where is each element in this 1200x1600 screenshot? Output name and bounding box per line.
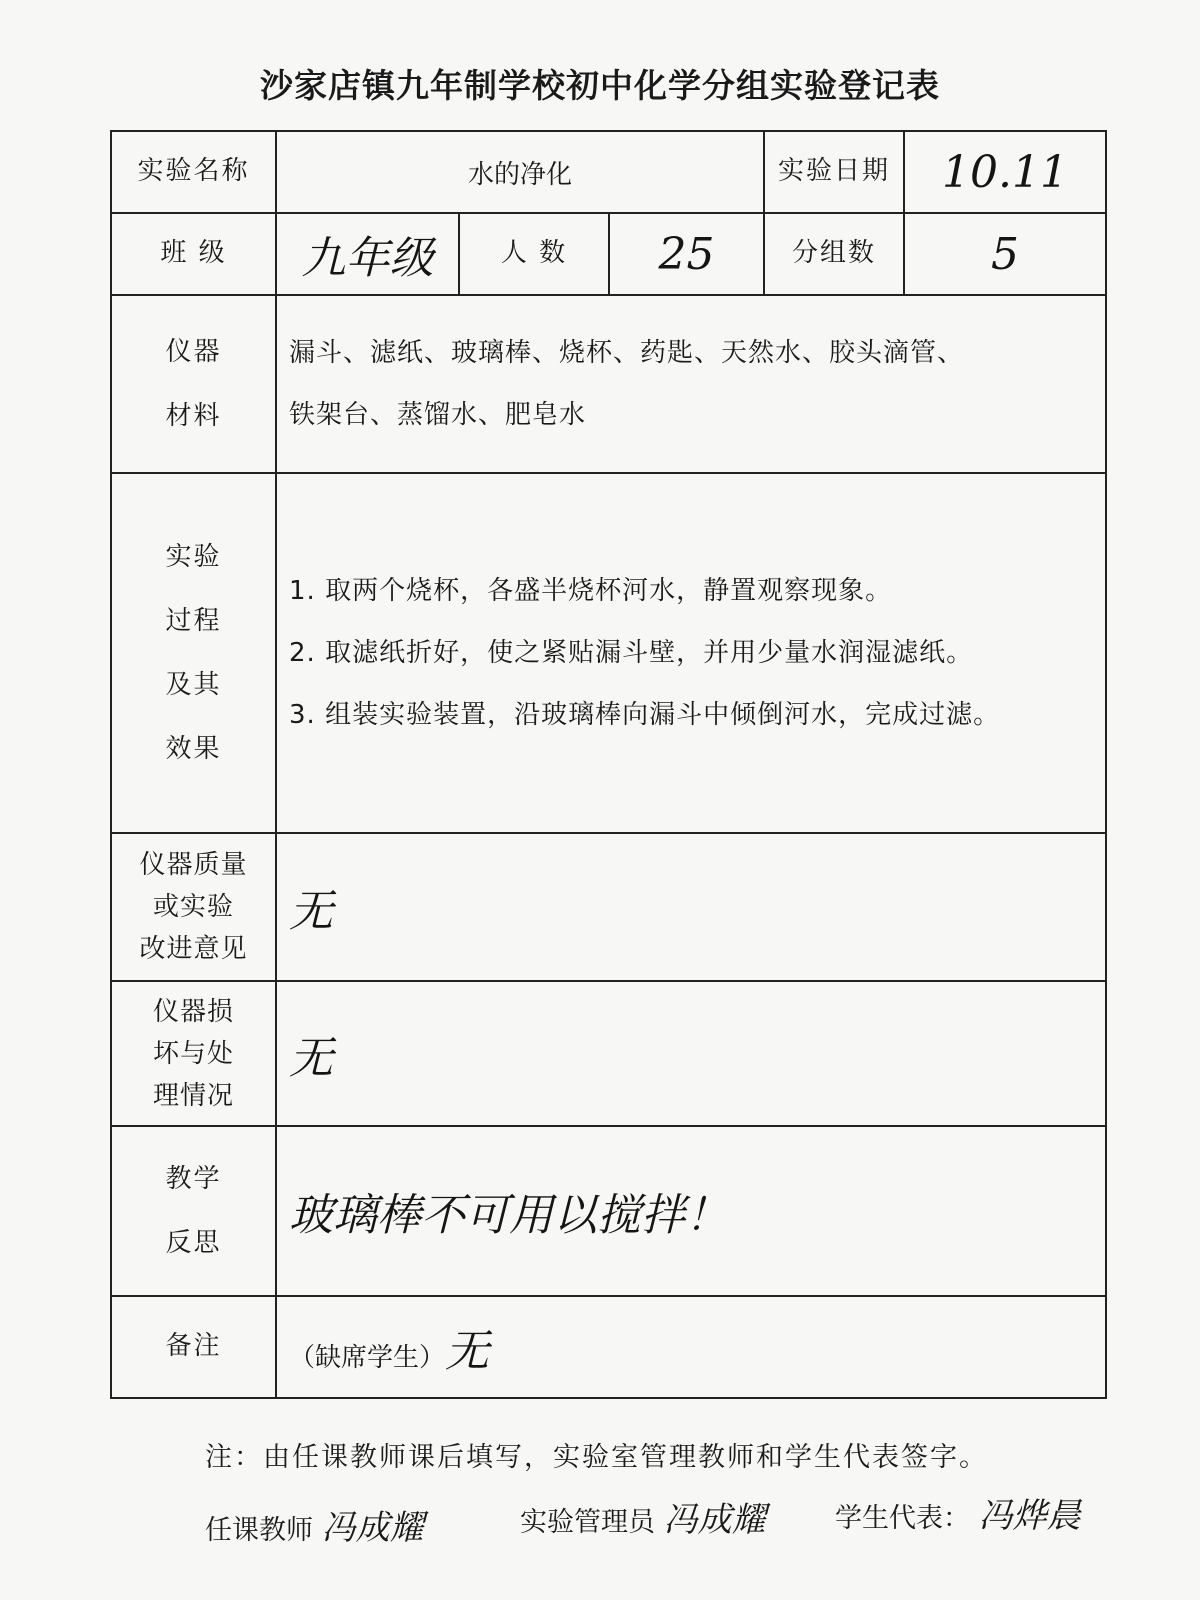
remarks-label: 备注 bbox=[111, 1296, 276, 1398]
quality-label-line-3: 改进意见 bbox=[139, 934, 248, 964]
experiment-name-label: 实验名称 bbox=[111, 131, 276, 213]
row-remarks bbox=[111, 1296, 1106, 1398]
experiment-date-label: 实验日期 bbox=[764, 131, 904, 213]
row-quality bbox=[111, 833, 1106, 981]
quality-value: 无 bbox=[276, 833, 1106, 981]
form-title: 沙家店镇九年制学校初中化学分组实验登记表 bbox=[260, 66, 940, 105]
teacher-signature-text: 冯成耀 bbox=[321, 1508, 424, 1548]
remarks-cell bbox=[276, 1296, 1106, 1398]
equipment-line-2: 铁架台、蒸馏水、肥皂水 bbox=[289, 400, 587, 430]
admin-signature-text: 冯成耀 bbox=[663, 1500, 766, 1540]
process-step-1: 1. 取两个烧杯，各盛半烧杯河水，静置观察现象。 bbox=[289, 576, 893, 606]
people-value: 25 bbox=[609, 213, 764, 295]
quality-label bbox=[111, 833, 276, 981]
process-label-line-2: 过程 bbox=[165, 606, 222, 636]
class-value: 九年级 bbox=[276, 213, 459, 295]
admin-signature bbox=[520, 1492, 766, 1541]
process-step-2: 2. 取滤纸折好，使之紧贴漏斗壁，并用少量水润湿滤纸。 bbox=[289, 638, 974, 668]
equipment-label-line-1: 仪器 bbox=[165, 337, 222, 367]
reflection-value: 玻璃棒不可用以搅拌！ bbox=[276, 1126, 1106, 1296]
experiment-name-value: 水的净化 bbox=[276, 131, 764, 213]
experiment-record-table bbox=[110, 130, 1107, 1399]
damage-label-line-3: 理情况 bbox=[152, 1080, 234, 1111]
groups-label: 分组数 bbox=[764, 213, 904, 295]
remarks-value: 无 bbox=[445, 1326, 490, 1377]
teacher-label: 任课教师 bbox=[205, 1515, 313, 1546]
student-label: 学生代表： bbox=[835, 1503, 970, 1534]
damage-label bbox=[111, 981, 276, 1126]
row-class-info bbox=[111, 213, 1106, 295]
process-label bbox=[111, 473, 276, 833]
quality-label-line-2: 或实验 bbox=[152, 892, 234, 922]
student-signature-text: 冯烨晨 bbox=[978, 1496, 1081, 1536]
process-label-line-1: 实验 bbox=[165, 542, 222, 572]
equipment-line-1: 漏斗、滤纸、玻璃棒、烧杯、药匙、天然水、胶头滴管、 bbox=[289, 338, 965, 368]
reflection-label bbox=[111, 1126, 276, 1296]
experiment-date-value: 10.11 bbox=[904, 131, 1106, 213]
quality-label-line-1: 仪器质量 bbox=[139, 850, 248, 880]
process-label-line-3: 及其 bbox=[165, 670, 222, 700]
damage-label-line-2: 坏与处 bbox=[152, 1038, 234, 1069]
damage-label-line-1: 仪器损 bbox=[152, 996, 234, 1027]
reflection-label-line-1: 教学 bbox=[165, 1164, 222, 1194]
row-equipment bbox=[111, 295, 1106, 473]
teacher-signature bbox=[205, 1500, 424, 1549]
process-steps bbox=[276, 473, 1106, 833]
row-process bbox=[111, 473, 1106, 833]
row-experiment-name bbox=[111, 131, 1106, 213]
process-label-line-4: 效果 bbox=[165, 734, 222, 764]
admin-label: 实验管理员 bbox=[520, 1507, 655, 1538]
remarks-prefix: （缺席学生） bbox=[289, 1343, 446, 1373]
equipment-label bbox=[111, 295, 276, 473]
reflection-label-line-2: 反思 bbox=[165, 1228, 222, 1258]
class-label: 班 级 bbox=[111, 213, 276, 295]
row-reflection bbox=[111, 1126, 1106, 1296]
form-note: 注：由任课教师课后填写，实验室管理教师和学生代表签字。 bbox=[205, 1442, 988, 1473]
student-signature bbox=[835, 1488, 1081, 1537]
equipment-list bbox=[276, 295, 1106, 473]
equipment-label-line-2: 材料 bbox=[165, 401, 222, 431]
damage-value: 无 bbox=[276, 981, 1106, 1126]
row-damage bbox=[111, 981, 1106, 1126]
process-step-3: 3. 组装实验装置，沿玻璃棒向漏斗中倾倒河水，完成过滤。 bbox=[289, 700, 1001, 730]
groups-value: 5 bbox=[904, 213, 1106, 295]
people-label: 人 数 bbox=[459, 213, 609, 295]
